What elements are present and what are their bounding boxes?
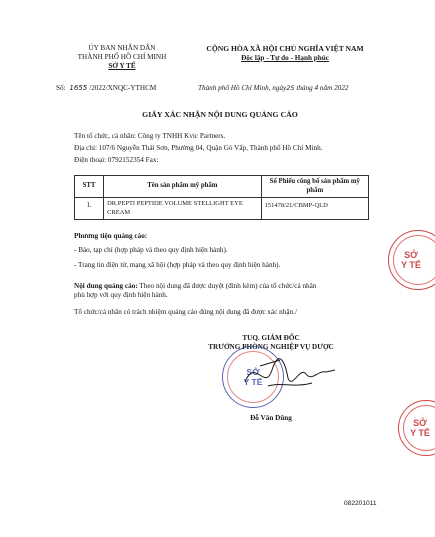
row-stt: 1. <box>75 198 104 220</box>
content-text-1: Theo nội dung đã được duyệt (đính kèm) của tổ chức/cá nhân <box>137 282 317 290</box>
content-text-2: phù hợp với quy định hiện hành. <box>74 291 168 299</box>
stamp-edge-line-1: SỞ <box>413 418 427 428</box>
nation-title: CỘNG HÒA XÃ HỘI CHỦ NGHĨA VIỆT NAM <box>206 44 364 53</box>
advertising-media <box>74 232 374 270</box>
date-part-1: Thành phố Hồ Chí Minh, ngày <box>198 84 287 92</box>
official-stamp-right <box>388 230 435 290</box>
stamp-right-line-2: Y TẾ <box>401 260 421 270</box>
media-item-2: - Trang tin điện tử, mạng xã hội (hợp pháp và theo quy định hiện hành). <box>74 261 281 269</box>
date-part-3: năm 2022 <box>319 84 349 92</box>
doc-number-prefix: Số: <box>56 84 66 92</box>
org-phone: Điện thoại: 0792152354 Fax: <box>74 156 159 164</box>
header-left <box>58 44 186 71</box>
signature-block <box>196 334 346 352</box>
date-part-2: tháng <box>296 84 313 92</box>
footer-code: 082201011 <box>344 500 377 507</box>
date-line <box>198 84 398 93</box>
header-certificate: Số Phiếu công bố sản phẩm mỹ phẩm <box>261 176 368 198</box>
date-day: 25 <box>286 84 295 92</box>
header-right <box>190 44 380 63</box>
date-month: 4 <box>314 84 319 92</box>
signature-title-1: TUQ. GIÁM ĐỐC <box>242 334 300 342</box>
row-certificate: 151478/21/CBMP-QLD <box>261 198 368 220</box>
stamp-sig-line-2: Y TẾ <box>243 377 263 387</box>
motto: Độc lập - Tự do - Hạnh phúc <box>241 54 329 62</box>
media-item-1: - Báo, tạp chí (hợp pháp và theo quy định hiện hành). <box>74 246 228 254</box>
org-address: Địa chỉ: 107/6 Nguyễn Thái Sơn, Phường 04, Quận Gò Vấp, Thành phố Hồ Chí Minh. <box>74 144 323 152</box>
stamp-edge-line-2: Y TẾ <box>410 428 430 438</box>
stamp-right-line-1: SỞ <box>404 250 418 260</box>
signer-name: Đỗ Văn Dũng <box>250 414 292 422</box>
product-table <box>74 175 369 220</box>
doc-number-handwritten: 1655 <box>69 84 88 92</box>
agency-line-3: SỞ Y TẾ <box>108 62 136 70</box>
table-header-row <box>75 176 369 198</box>
responsibility-note: Tổ chức/cá nhân có trách nhiệm quảng cáo đúng nội dung đã được xác nhận./ <box>74 308 297 316</box>
signature-title-2: TRƯỞNG PHÒNG NGHIỆP VỤ DƯỢC <box>208 343 334 351</box>
advertising-content <box>74 282 374 300</box>
row-product-name: DR.PEPTI PEPTIDE VOLUME STELLIGHT EYE CREAM <box>104 198 262 220</box>
media-heading: Phương tiện quảng cáo: <box>74 232 148 240</box>
content-label: Nội dung quảng cáo: <box>74 282 138 290</box>
agency-line-1: ỦY BAN NHÂN DÂN <box>88 44 156 52</box>
doc-number-suffix: /2022/XNQC-YTHCM <box>89 84 157 92</box>
organization-info <box>74 132 404 165</box>
header-stt: STT <box>75 176 104 198</box>
table-row <box>75 198 369 220</box>
official-stamp-edge <box>398 400 435 456</box>
document-title: GIẤY XÁC NHẬN NỘI DUNG QUẢNG CÁO <box>142 110 298 119</box>
handwritten-signature <box>240 352 340 402</box>
document-number <box>56 84 216 93</box>
agency-line-2: THÀNH PHỐ HỒ CHÍ MINH <box>77 53 167 61</box>
header-product-name: Tên sản phẩm mỹ phẩm <box>104 176 262 198</box>
stamp-sig-line-1: SỞ <box>246 367 260 377</box>
org-name: Tên tổ chức, cá nhân: Công ty TNHH Kvic Partners. <box>74 132 226 140</box>
